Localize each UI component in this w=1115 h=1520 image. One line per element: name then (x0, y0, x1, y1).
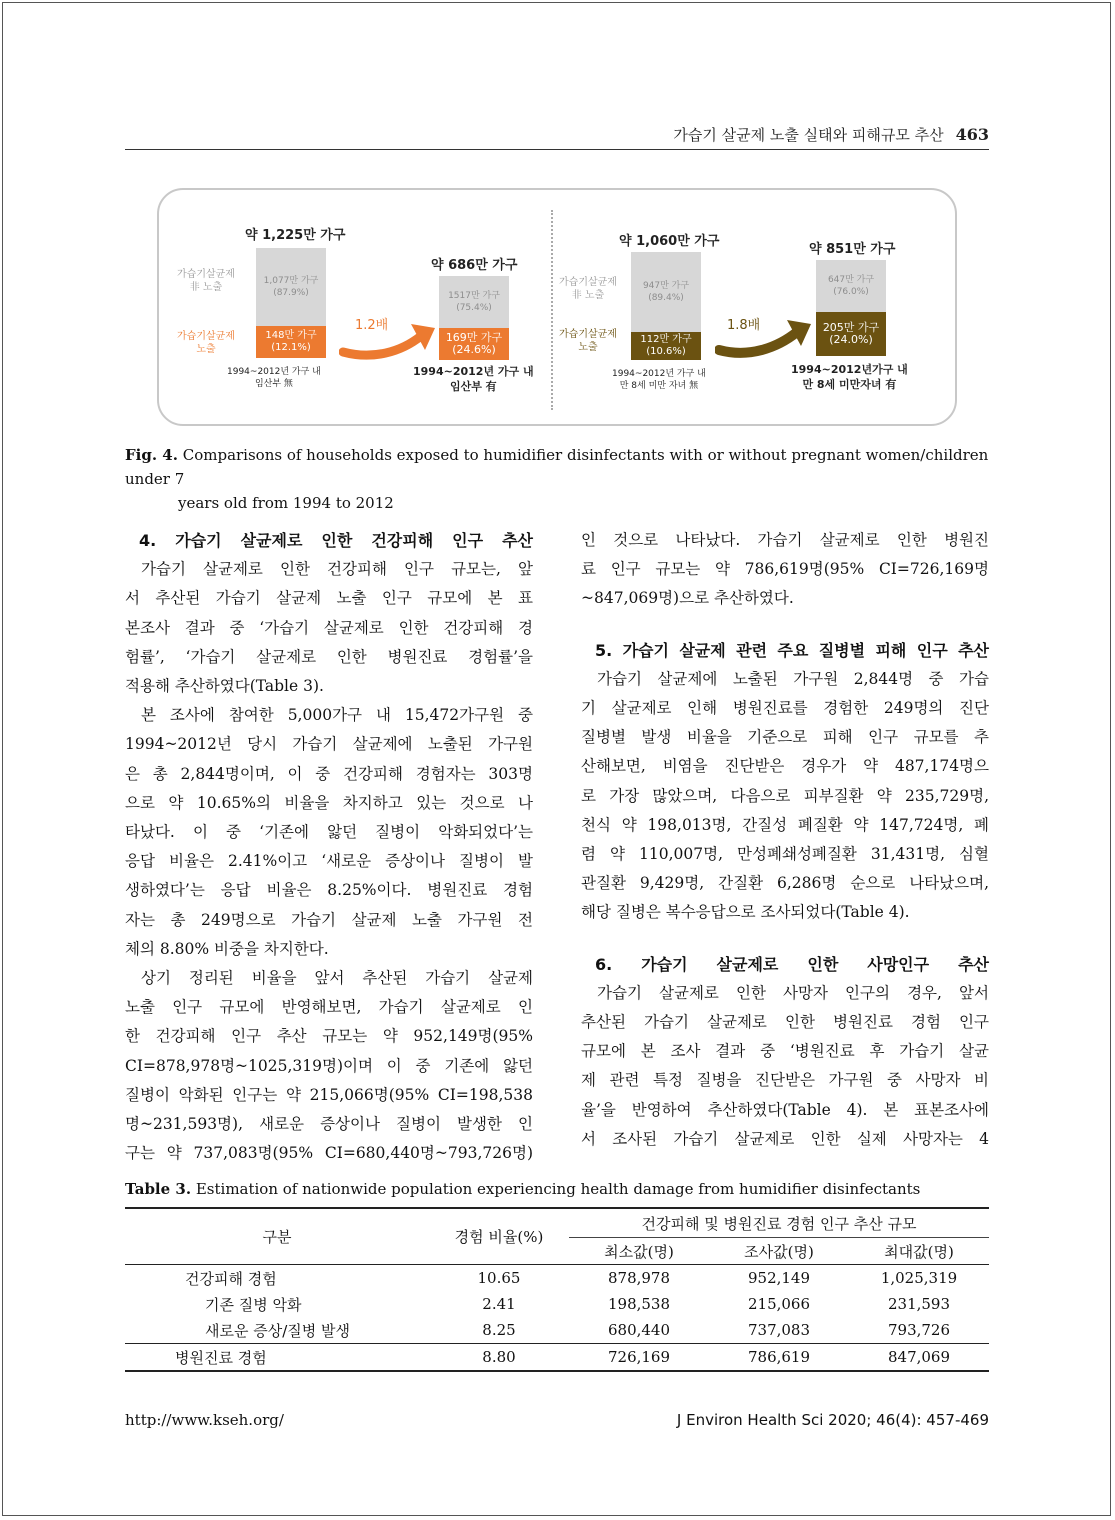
table-cell-max: 1,025,319 (880, 1269, 958, 1287)
table-cell-obs: 952,149 (747, 1269, 811, 1287)
text-line: 1994~2012년 당시 가습기 살균제에 노출된 가구원 (125, 735, 533, 754)
bar-share: (87.9%) (273, 288, 309, 298)
table-row (125, 1291, 989, 1317)
text-line: 산해보면, 비염을 진단받은 경우가 약 487,174명으 (581, 757, 989, 776)
text-line: 명~231,593명), 새로운 증상이나 질병이 발생한 인 (125, 1115, 533, 1134)
table-cell-min: 198,538 (607, 1295, 671, 1313)
left-exposed-label (177, 330, 235, 356)
section-gap (581, 928, 989, 950)
text-line: 적용해 추산하였다(Table 3). (125, 677, 324, 696)
caption-line: 만 8세 미만 자녀 無 (619, 381, 699, 391)
label-line: 가습기살균제 (177, 269, 235, 280)
left-before-nonexposed-bar (256, 248, 326, 326)
right-before-caption (612, 368, 706, 392)
right-after-caption (791, 362, 908, 392)
label-line: 가습기살균제 (559, 277, 617, 288)
text-line: 상기 정리된 비율을 앞서 추산된 가습기 살균제 (141, 969, 533, 988)
text-line: 가습기 살균제에 노출된 가구원 2,844명 중 가습 (597, 669, 989, 688)
text-line: 질병별 발생 비율을 기준으로 피해 인구 규모를 추 (581, 728, 989, 747)
caption-line: 1994~2012년가구 내 (791, 363, 908, 376)
right-after-total: 약 851만 가구 (809, 242, 896, 257)
text-line: 렴 약 110,007명, 만성폐쇄성폐질환 31,431명, 심혈 (581, 845, 989, 864)
bar-value: 169만 가구 (445, 331, 503, 344)
figure-4 (157, 188, 957, 426)
text-line: 가습기 살균제로 인한 사망자 인구의 경우, 앞서 (597, 983, 989, 1002)
right-arrow-icon (715, 312, 815, 358)
caption-line: 만 8세 미만자녀 有 (802, 378, 897, 391)
caption-line-1: Comparisons of households exposed to humidifier disinfectants with or without pregnant women/children under 7 (125, 446, 989, 488)
header-group: 건강피해 및 병원진료 경험 인구 추산 규모 (569, 1208, 989, 1238)
text-line: 기 살균제로 인해 병원진료를 경험한 249명의 진단 (581, 699, 989, 718)
section-gap (581, 614, 989, 636)
text-line: 으로 약 10.65%의 비율을 차지하고 있는 것으로 나 (125, 793, 533, 812)
caption-line: 1994~2012년 가구 내 (612, 369, 706, 379)
text-line: 노출 인구 규모에 반영해보면, 가습기 살균제로 인 (125, 998, 533, 1017)
bar-value: 112만 가구 (640, 334, 692, 345)
bar-share: (12.1%) (271, 342, 311, 353)
table-cell-min: 726,169 (569, 1344, 709, 1372)
text-line: 서 조사된 가습기 살균제로 인한 실제 사망자는 4 (581, 1129, 989, 1148)
right-after-nonexposed-bar (816, 260, 886, 312)
text-line: 제 관련 특정 질병을 진단받은 가구원 중 사망자 비 (581, 1071, 989, 1090)
bar-share: (89.4%) (648, 293, 684, 303)
header-rule (125, 149, 989, 150)
text-line: 인 것으로 나타났다. 가습기 살균제로 인한 병원진 (581, 531, 989, 549)
section-heading: 5. 가습기 살균제 관련 주요 질병별 피해 인구 추산 (595, 640, 989, 660)
text-line: 은 총 2,844명이며, 이 중 건강피해 경험자는 303명 (125, 764, 533, 783)
text-line: CI=878,978명~1025,319명)이며 이 중 기존에 앓던 (125, 1056, 533, 1075)
caption-line-2: years old from 1994 to 2012 (178, 494, 394, 512)
text-line: 본 조사에 참여한 5,000가구 내 15,472가구원 중 (141, 706, 533, 725)
footer-url[interactable]: http://www.kseh.org/ (125, 1411, 284, 1429)
text-line: 구는 약 737,083명(95% CI=680,440명~793,726명) (125, 1144, 533, 1163)
bar-share: (24.6%) (452, 343, 496, 356)
text-line: 험률’, ‘가습기 살균제로 인한 병원진료 경험률’을 (125, 647, 533, 666)
table-cell-label: 기존 질병 악화 (205, 1295, 302, 1314)
panel-divider (551, 210, 553, 410)
label-line: 非 노출 (189, 282, 223, 293)
figure-label: Fig. 4. (125, 446, 178, 464)
table-cell-label: 새로운 증상/질병 발생 (205, 1321, 351, 1340)
right-before-exposed-bar (631, 332, 701, 360)
left-arrow-icon (339, 318, 439, 360)
text-line: 료 인구 규모는 약 786,619명(95% CI=726,169명 (581, 560, 989, 579)
label-line: 가습기살균제 (559, 329, 617, 340)
bar-share: (75.4%) (456, 303, 492, 313)
table-cell-max: 847,069 (849, 1344, 989, 1372)
text-line: ~847,069명)으로 추산하였다. (581, 589, 794, 608)
table-cell-label: 병원진료 경험 (125, 1344, 429, 1372)
figure-caption (125, 443, 989, 515)
header-category: 구분 (125, 1208, 429, 1265)
text-line: 가습기 살균제로 인한 건강피해 인구 규모는, 앞 (141, 560, 533, 579)
left-before-caption (227, 366, 321, 390)
right-nonexposed-label (559, 276, 617, 302)
left-before-total: 약 1,225만 가구 (245, 228, 346, 243)
text-line: 생하였다’는 응답 비율은 8.25%이다. 병원진료 경험 (125, 881, 533, 900)
text-line: 규모에 본 조사 결과 중 ‘병원진료 후 가습기 살균 (581, 1042, 989, 1061)
bar-value: 1517만 가구 (448, 291, 500, 301)
right-after-exposed-bar (816, 312, 886, 356)
footer-citation: J Environ Health Sci 2020; 46(4): 457-469 (676, 1411, 989, 1429)
caption-line: 1994~2012년 가구 내 (413, 365, 534, 378)
text-line: 관질환 9,429명, 간질환 6,286명 순으로 나타났으며, (581, 874, 989, 893)
section-heading: 6. 가습기 살균제로 인한 사망인구 추산 (595, 954, 989, 974)
table-3 (125, 1207, 989, 1372)
label-line: 가습기살균제 (177, 331, 235, 342)
label-line: 非 노출 (571, 290, 605, 301)
left-nonexposed-label (177, 268, 235, 294)
header-rate: 경험 비율(%) (429, 1208, 569, 1265)
bar-share: (24.0%) (829, 333, 873, 346)
table-cell-rate: 8.80 (429, 1344, 569, 1372)
caption-line: 1994~2012년 가구 내 (227, 367, 321, 377)
left-column (125, 526, 533, 1168)
table-cell-min: 878,978 (607, 1269, 671, 1287)
left-before-exposed-bar (256, 326, 326, 358)
bar-value: 947만 가구 (642, 281, 690, 291)
left-after-exposed-bar (439, 328, 509, 360)
bar-share: (10.6%) (646, 346, 686, 357)
text-line: 타났다. 이 중 ‘기존에 앓던 질병이 악화되었다’는 (125, 823, 533, 842)
left-after-nonexposed-bar (439, 276, 509, 328)
text-line: 자는 총 249명으로 가습기 살균제 노출 가구원 전 (125, 910, 533, 929)
text-line: 한 건강피해 인구 추산 규모는 약 952,149명(95% (125, 1027, 533, 1046)
bar-value: 1,077만 가구 (263, 276, 319, 286)
table-cell-min: 680,440 (607, 1321, 671, 1339)
running-title: 가습기 살균제 노출 실태와 피해규모 추산 (673, 126, 944, 144)
left-ratio: 1.2배 (355, 318, 389, 333)
left-after-caption (413, 364, 534, 394)
text-line: 본조사 결과 중 ‘가습기 살균제로 인한 건강피해 경 (125, 618, 533, 637)
label-line: 노출 (196, 344, 216, 355)
bar-value: 148만 가구 (265, 330, 317, 341)
page-number: 463 (955, 125, 989, 144)
table-cell-max: 231,593 (887, 1295, 951, 1313)
header-observed: 조사값(명) (709, 1238, 849, 1265)
right-before-nonexposed-bar (631, 252, 701, 332)
section-heading: 4. 가습기 살균제로 인한 건강피해 인구 추산 (139, 531, 533, 550)
bar-value: 647만 가구 (827, 275, 875, 285)
table-cell-obs: 786,619 (709, 1344, 849, 1372)
bar-share: (76.0%) (833, 287, 869, 297)
table-cell-rate: 8.25 (482, 1321, 516, 1339)
table-row (125, 1265, 989, 1292)
table-row (125, 1317, 989, 1344)
table-title: Estimation of nationwide population experiencing health damage from humidifier disinfectants (195, 1180, 921, 1198)
label-line: 노출 (578, 342, 598, 353)
text-line: 서 추산된 가습기 살균제 노출 인구 규모에 본 표 (125, 589, 533, 608)
right-exposed-label (559, 328, 617, 354)
left-after-total: 약 686만 가구 (431, 258, 518, 273)
text-line: 천식 약 198,013명, 간질성 폐질환 약 147,724명, 폐 (581, 815, 989, 834)
header-max: 최대값(명) (849, 1238, 989, 1265)
bar-value: 205만 가구 (822, 321, 880, 334)
text-line: 로 가장 많았으며, 다음으로 피부질환 약 235,729명, (581, 786, 989, 805)
right-before-total: 약 1,060만 가구 (619, 234, 720, 249)
running-header (125, 124, 989, 148)
text-line: 응답 비율은 2.41%이고 ‘새로운 증상이나 질병이 발 (125, 852, 533, 871)
table-cell-max: 793,726 (887, 1321, 951, 1339)
text-line: 해당 질병은 복수응답으로 조사되었다(Table 4). (581, 903, 910, 922)
text-line: 질병이 악화된 인구는 약 215,066명(95% CI=198,538 (125, 1085, 533, 1104)
table-cell-obs: 737,083 (747, 1321, 811, 1339)
caption-line: 임산부 無 (254, 379, 293, 389)
caption-line: 임산부 有 (449, 380, 497, 393)
right-ratio: 1.8배 (727, 318, 761, 333)
table-cell-obs: 215,066 (747, 1295, 811, 1313)
text-line: 추산된 가습기 살균제로 인한 병원진료 경험 인구 (581, 1013, 989, 1032)
table-cell-rate: 10.65 (477, 1269, 521, 1287)
table-cell-label: 건강피해 경험 (185, 1269, 277, 1288)
text-line: 율’을 반영하여 추산하였다(Table 4). 본 표본조사에 (581, 1100, 989, 1119)
table-cell-rate: 2.41 (482, 1295, 516, 1313)
table-label: Table 3. (125, 1180, 192, 1198)
table-caption (125, 1180, 920, 1198)
text-line: 체의 8.80% 비중을 차지한다. (125, 939, 329, 958)
right-column (581, 526, 989, 1154)
header-min: 최소값(명) (569, 1238, 709, 1265)
table-row (125, 1344, 989, 1372)
